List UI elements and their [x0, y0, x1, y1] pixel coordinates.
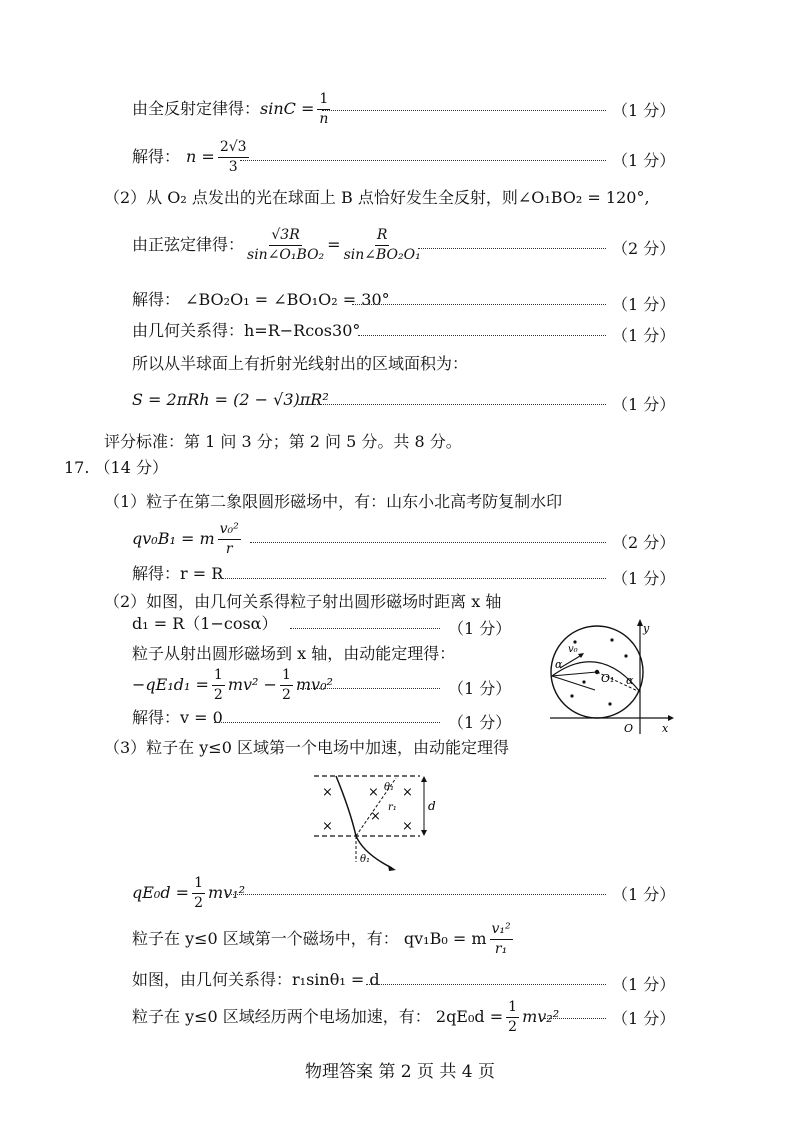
dot-leader [300, 688, 440, 689]
score-6: （1 分） [612, 395, 676, 414]
formula: mv₀² [295, 675, 333, 695]
y-axis-label: y [643, 622, 650, 635]
dot-leader [250, 542, 606, 543]
line-label: 由全反射定律得： [132, 99, 261, 119]
dot-leader [418, 248, 606, 249]
radius-label: r₁ [388, 802, 397, 813]
angle-solution: 解得： ∠BO₂O₁ = ∠BO₁O₂ = 30° [132, 290, 390, 309]
score-1: （1 分） [612, 101, 676, 120]
dot-leader [218, 578, 606, 579]
fraction [192, 876, 205, 910]
field-dot [624, 654, 627, 657]
dot-leader [240, 160, 606, 161]
dot-leader [544, 1018, 606, 1019]
fraction-denominator: r₁ [494, 940, 508, 957]
energy-equation [132, 668, 333, 702]
score-11: （1 分） [448, 713, 512, 732]
fraction-numerator: R [375, 228, 390, 246]
angle-label: α [626, 674, 634, 687]
field-dot [582, 680, 585, 683]
line-label: 粒子在 y≤0 区域经历两个电场加速，有： 2qE₀d = [132, 1007, 504, 1027]
part2-geometry: （2）如图，由几何关系得粒子射出圆形磁场时距离 x 轴 [104, 592, 502, 611]
dot-leader [226, 894, 606, 895]
magnetic-field-1 [132, 922, 516, 956]
origin-label: O [624, 722, 634, 735]
center-point [595, 670, 599, 674]
fraction [280, 668, 293, 702]
fraction-numerator: 1 [317, 92, 330, 110]
dot-leader [366, 984, 606, 985]
score-9: （1 分） [448, 619, 512, 638]
field-cross: × [402, 785, 413, 800]
score-5: （1 分） [612, 326, 676, 345]
line-label: 由正弦定律得： [132, 235, 245, 255]
angle-label: α [555, 658, 563, 671]
fraction [218, 522, 241, 556]
question-17-header: 17. （14 分） [64, 458, 168, 477]
solve-v: 解得：v = 0 [132, 708, 223, 727]
fraction-denominator: sin∠O₁BO₂ [247, 246, 325, 263]
sine-law-line [132, 228, 424, 262]
dot-leader [322, 110, 606, 111]
field-cross: × [322, 819, 333, 834]
fraction-denominator: 2 [508, 1018, 518, 1035]
fraction-numerator: √3R [269, 228, 301, 246]
fraction-denominator: r [225, 540, 233, 557]
geometry-r1: 如图，由几何关系得：r₁sinθ₁ = d [132, 970, 380, 989]
fraction-denominator: sin∠BO₂O₁ [343, 246, 421, 263]
dot-leader [352, 304, 606, 305]
circular-field-figure [540, 616, 675, 738]
formula: qv₀B₁ = m [132, 529, 215, 549]
arrow-up-icon [421, 776, 427, 782]
fraction-numerator: v₁² [490, 922, 513, 940]
equals: = [327, 235, 341, 255]
magnetic-force-line [132, 522, 244, 556]
formula: n = [186, 147, 215, 167]
score-10: （1 分） [448, 679, 512, 698]
fraction-denominator: 2 [194, 894, 203, 911]
formula: mv² − [227, 675, 277, 695]
formula: −qE₁d₁ = [132, 675, 209, 695]
part2-intro: （2）从 O₂ 点发出的光在球面上 B 点恰好发生全反射，则∠O₁BO₂ = 120°, [104, 188, 650, 207]
solve-r: 解得：r = R [132, 564, 224, 583]
geometry-h: 由几何关系得：h=R−Rcos30° [132, 321, 361, 340]
d1-formula: d₁ = R（1−cosα） [132, 614, 278, 633]
fraction-denominator: 2 [213, 686, 223, 703]
line-label: 粒子在 y≤0 区域第一个磁场中，有： qv₁B₀ = m [132, 929, 487, 949]
score-14: （1 分） [612, 1009, 676, 1028]
fraction [344, 228, 421, 262]
formula: sinC = [260, 99, 315, 119]
score-4: （1 分） [612, 295, 676, 314]
fraction-numerator: 1 [280, 668, 293, 686]
fraction-denominator: n [319, 110, 329, 127]
radius-line [552, 672, 597, 676]
part1-intro: （1）粒子在第二象限圆形磁场中，有：山东小北高考防复制水印 [104, 492, 563, 511]
field-dot [610, 638, 613, 641]
field-region-figure [308, 770, 443, 880]
part3-intro: （3）粒子在 y≤0 区域第一个电场中加速，由动能定理得 [104, 738, 509, 757]
score-8: （1 分） [612, 569, 676, 588]
theta-label: θ₁ [384, 782, 395, 793]
field-dot [570, 694, 573, 697]
height-label: d [428, 799, 436, 813]
two-fields-equation [132, 1000, 559, 1034]
score-12: （1 分） [612, 885, 676, 904]
theta-label: θ₁ [360, 854, 371, 865]
area-intro: 所以从半球面上有折射光线射出的区域面积为： [132, 354, 469, 373]
radius-line [552, 676, 595, 690]
x-axis-label: x [662, 722, 669, 735]
fraction-numerator: 1 [192, 876, 205, 894]
x-axis-arrow-icon [668, 715, 674, 721]
fraction [218, 140, 249, 174]
arrow-down-icon [421, 830, 427, 836]
line-label: 解得： [132, 147, 181, 167]
center-label: O₁ [601, 672, 615, 685]
fraction [247, 228, 324, 262]
dot-leader [358, 335, 606, 336]
field-cross: × [370, 809, 381, 824]
fraction-numerator: 1 [212, 668, 225, 686]
fraction [506, 1000, 519, 1034]
fraction-numerator: 2√3 [218, 140, 249, 158]
field-cross: × [402, 819, 413, 834]
velocity-label: v₀ [568, 644, 578, 655]
score-13: （1 分） [612, 975, 676, 994]
field-cross: × [322, 785, 333, 800]
field-cross: × [368, 785, 379, 800]
fraction-numerator: v₀² [218, 522, 241, 540]
formula: mv₂² [522, 1007, 560, 1027]
fraction-denominator: 2 [281, 686, 291, 703]
kinetic-theorem-intro: 粒子从射出圆形磁场到 x 轴，由动能定理得： [132, 644, 456, 663]
fraction [490, 922, 513, 956]
score-3: （2 分） [612, 239, 676, 258]
total-reflection-line [132, 92, 333, 126]
page-footer: 物理答案 第 2 页 共 4 页 [304, 1062, 496, 1082]
fraction [212, 668, 225, 702]
score-7: （2 分） [612, 533, 676, 552]
area-formula: S = 2πRh = (2 − √3)πR² [132, 390, 329, 409]
score-2: （1 分） [612, 151, 676, 170]
grading-standard: 评分标准：第 1 问 3 分；第 2 问 5 分。共 8 分。 [104, 432, 462, 451]
dot-leader [298, 404, 606, 405]
formula: mv₁² [208, 883, 246, 903]
fraction-numerator: 1 [506, 1000, 519, 1018]
solve-n-line [132, 140, 252, 174]
formula: qE₀d = [132, 883, 190, 903]
fraction-denominator: 3 [228, 158, 238, 175]
field-dot [608, 702, 611, 705]
dot-leader [214, 722, 440, 723]
dot-leader [290, 628, 440, 629]
path-arrow-icon [388, 865, 396, 871]
